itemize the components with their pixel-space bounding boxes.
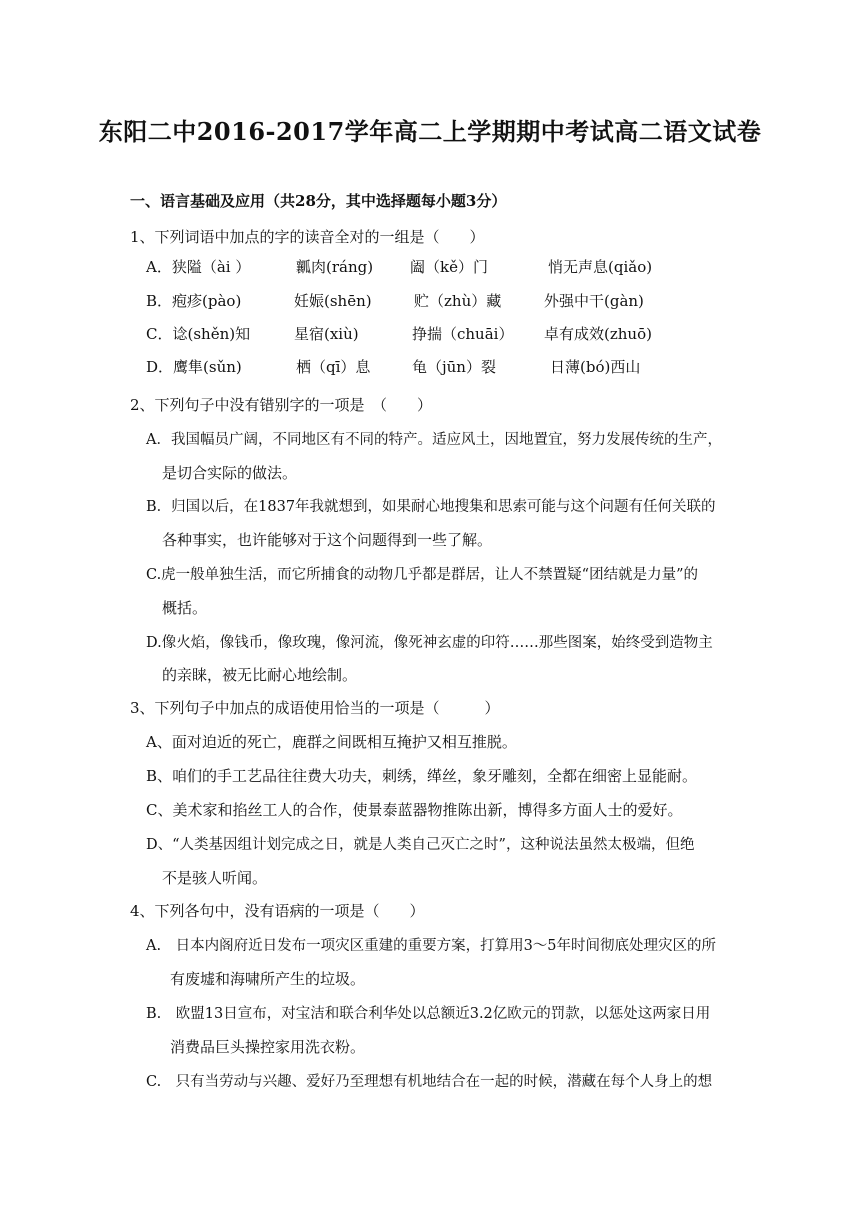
question-3-stem: 3、下列句子中加点的成语使用恰当的一项是（ ） xyxy=(130,699,500,717)
q2-option-d-line1: D.像火焰，像钱币，像玫瑰，像河流，像死神玄虚的印符……那些图案，始终受到造物主 xyxy=(146,635,713,651)
q1-b-2: 妊娠(shēn) xyxy=(294,292,372,310)
q1-option-c xyxy=(146,323,746,345)
q1-d-3: 龟（jūn）裂 xyxy=(412,358,496,376)
q1-b-4: 外强中干(gàn) xyxy=(544,292,644,310)
q2-option-c-line2: 概括。 xyxy=(162,599,208,617)
q1-d-4: 日薄(bó)西山 xyxy=(550,358,641,376)
q1-c-3: 挣揣（chuāi） xyxy=(412,325,514,343)
q3-option-d-line1: D、“人类基因组计划完成之日，就是人类自己灭亡之时”，这种说法虽然太极端，但绝 xyxy=(146,837,695,853)
q3-option-c: C、美术家和掐丝工人的合作，使景泰蓝器物推陈出新，博得多方面人士的爱好。 xyxy=(146,801,683,819)
q3-option-b: B、咱们的手工艺品往往费大功夫，刺绣，缂丝，象牙雕刻，全都在细密上显能耐。 xyxy=(146,767,698,785)
question-1-stem: 1、下列词语中加点的字的读音全对的一组是（ ） xyxy=(130,228,485,246)
q4-option-b-line2: 消费品巨头操控家用洗衣粉。 xyxy=(170,1038,366,1056)
q2-option-d-line2: 的亲睐，被无比耐心地绘制。 xyxy=(162,666,358,684)
q1-c-1: C．谂(shěn)知 xyxy=(146,325,251,343)
q4-option-a-line2: 有废墟和海啸所产生的垃圾。 xyxy=(170,970,366,988)
question-4-stem: 4、下列各句中，没有语病的一项是（ ） xyxy=(130,902,425,920)
q1-b-3: 贮（zhù）藏 xyxy=(414,292,502,310)
q1-d-2: 栖（qī）息 xyxy=(296,358,371,376)
q1-a-3: 阖（kě）门 xyxy=(410,258,488,276)
q1-option-b xyxy=(146,290,746,312)
q4-option-c-line1: C. 只有当劳动与兴趣、爱好乃至理想有机地结合在一起的时候，潜藏在每个人身上的想 xyxy=(146,1074,713,1090)
q1-d-1: D．鹰隼(sǔn) xyxy=(146,358,242,376)
q3-option-d-line2: 不是骇人听闻。 xyxy=(162,869,268,887)
q2-option-c-line1: C.虎一般单独生活，而它所捕食的动物几乎都是群居，让人不禁置疑“团结就是力量”的 xyxy=(146,567,699,583)
q1-a-4: 悄无声息(qiǎo) xyxy=(548,258,653,276)
q1-c-4: 卓有成效(zhuō) xyxy=(544,325,652,343)
q1-a-1: A．狭隘（ài ） xyxy=(146,258,251,276)
q1-a-2: 瓤肉(ráng) xyxy=(296,258,374,276)
q2-option-b-line2: 各种事实，也许能够对于这个问题得到一些了解。 xyxy=(162,531,493,549)
q4-option-a-line1: A. 日本内阁府近日发布一项灾区重建的重要方案，打算用3～5年时间彻底处理灾区的所 xyxy=(146,938,717,954)
section-heading: 一、语言基础及应用（共28分，其中选择题每小题3分） xyxy=(130,192,507,210)
q1-option-d xyxy=(146,356,746,378)
q2-option-a-line2: 是切合实际的做法。 xyxy=(162,464,298,482)
exam-title: 东阳二中2016-2017学年高二上学期期中考试高二语文试卷 xyxy=(98,117,762,146)
q2-option-a-line1: A．我国幅员广阔，不同地区有不同的特产。适应风土，因地置宜，努力发展传统的生产， xyxy=(146,432,722,448)
question-2-stem: 2、下列句子中没有错别字的一项是 （ ） xyxy=(130,396,433,414)
q1-c-2: 星宿(xiù) xyxy=(294,325,359,343)
q1-b-1: B．疱疹(pào) xyxy=(146,292,242,310)
q4-option-b-line1: B. 欧盟13日宣布，对宝洁和联合利华处以总额近3.2亿欧元的罚款，以惩处这两家日用 xyxy=(146,1006,711,1022)
q2-option-b-line1: B．归国以后，在1837年我就想到，如果耐心地搜集和思索可能与这个问题有任何关联的 xyxy=(146,499,716,515)
q3-option-a: A、面对迫近的死亡，鹿群之间既相互掩护又相互推脱。 xyxy=(146,733,517,751)
q1-option-a xyxy=(146,256,746,278)
